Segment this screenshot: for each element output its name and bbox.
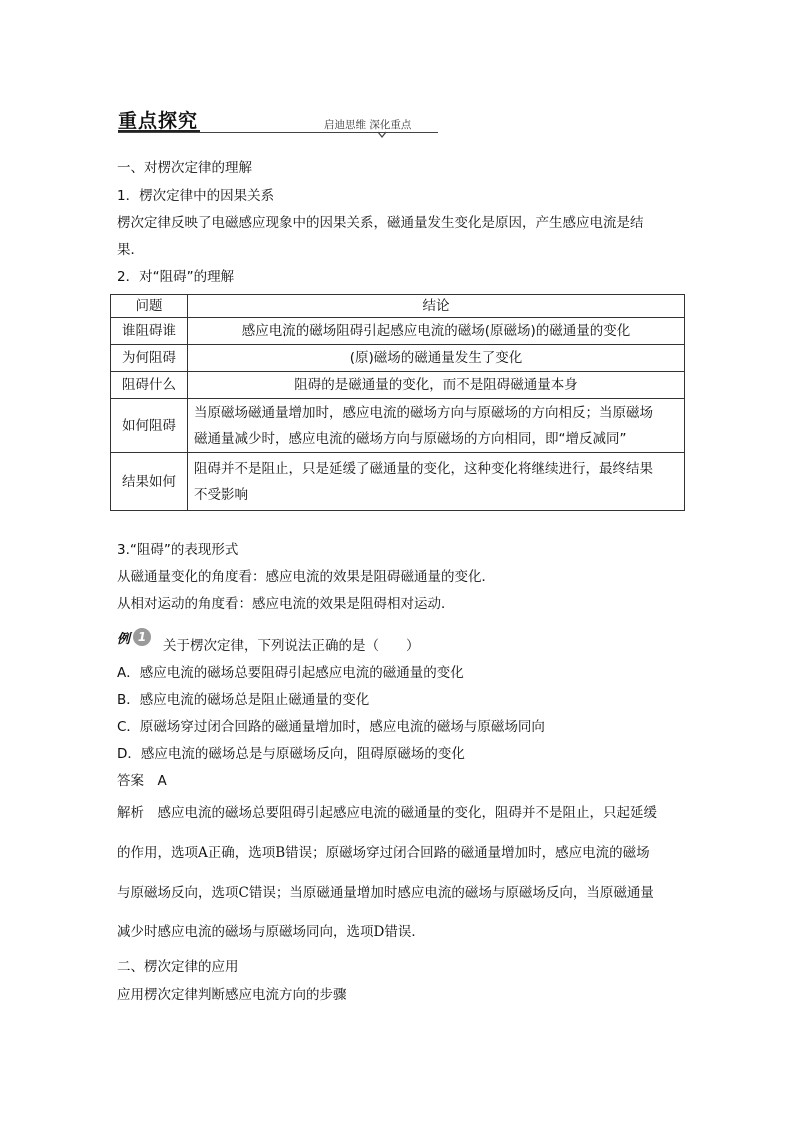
section1-title: 一、对楞次定律的理解: [117, 160, 252, 176]
example-option-a: A．感应电流的磁场总要阻碍引起感应电流的磁通量的变化: [117, 665, 464, 681]
table-cell-line: 当原磁场磁通量增加时，感应电流的磁场方向与原磁场的方向相反；当原磁场: [194, 404, 653, 421]
table-header-conclusion: 结论: [188, 295, 685, 318]
table-cell-question: 谁阻碍谁: [111, 318, 188, 345]
example-option-d: D．感应电流的磁场总是与原磁场反向，阻碍原磁场的变化: [117, 746, 465, 762]
section2-line1: 应用楞次定律判断感应电流方向的步骤: [117, 987, 347, 1003]
example-badge: [117, 627, 151, 647]
table-cell-question: 为何阻碍: [111, 345, 188, 372]
section3-line1: 从磁通量变化的角度看：感应电流的效果是阻碍磁通量的变化．: [117, 569, 495, 585]
table-row: [111, 372, 685, 399]
table-row: [111, 399, 685, 453]
table-header-row: [111, 295, 685, 318]
table-cell-line: 阻碍并不是阻止，只是延缓了磁通量的变化，这种变化将继续进行，最终结果: [194, 460, 653, 477]
table-cell-question: 结果如何: [111, 453, 188, 511]
table-cell-conclusion: 感应电流的磁场阻碍引起感应电流的磁场(原磁场)的磁通量的变化: [188, 318, 685, 345]
obstruction-table: [110, 294, 685, 511]
table-cell-conclusion: (原)磁场的磁通量发生了变化: [188, 345, 685, 372]
example-analysis-line: 减少时感应电流的磁场与原磁场同向，选项D错误．: [117, 924, 425, 940]
section3-line2: 从相对运动的角度看：感应电流的效果是阻碍相对运动．: [117, 596, 455, 612]
table-row: [111, 318, 685, 345]
example-label: 例: [117, 631, 131, 647]
example-answer: 答案 A: [117, 773, 167, 789]
section2-title: 二、楞次定律的应用: [117, 959, 239, 975]
table-cell-line: 不受影响: [194, 486, 248, 503]
section1-sub1-text-line2: 果．: [117, 242, 144, 258]
example-analysis-line: 解析 感应电流的磁场总要阻碍引起感应电流的磁通量的变化，阻碍并不是阻止，只起延缓: [117, 805, 657, 821]
table-cell-conclusion: [188, 453, 685, 511]
header-rule: [118, 132, 438, 133]
example-option-b: B．感应电流的磁场总是阻止磁通量的变化: [117, 692, 370, 708]
example-option-c: C．原磁场穿过闭合回路的磁通量增加时，感应电流的磁场与原磁场同向: [117, 719, 545, 735]
table-cell-question: 如何阻碍: [111, 399, 188, 453]
table-cell-conclusion: [188, 399, 685, 453]
table-row: [111, 345, 685, 372]
section1-sub1-title: 1．楞次定律中的因果关系: [117, 188, 275, 204]
header-subtitle: 启迪思维 深化重点: [324, 119, 412, 131]
example-analysis-line: 与原磁场反向，选项C错误；当原磁通量增加时感应电流的磁场与原磁场反向，当原磁通量: [117, 885, 654, 901]
example-question: 关于楞次定律，下列说法正确的是（ ）: [163, 638, 420, 654]
table-cell-conclusion: 阻碍的是磁通量的变化，而不是阻碍磁通量本身: [188, 372, 685, 399]
section3-title: 3.“阻碍”的表现形式: [117, 542, 239, 558]
example-number-icon: 1: [133, 628, 151, 646]
table-row: [111, 453, 685, 511]
example-analysis-line: 的作用，选项A正确，选项B错误；原磁场穿过闭合回路的磁通量增加时，感应电流的磁场: [117, 845, 650, 861]
table-cell-question: 阻碍什么: [111, 372, 188, 399]
header-notch-icon: [378, 131, 386, 139]
section1-sub2-title: 2．对“阻碍”的理解: [117, 269, 235, 285]
table-header-question: 问题: [111, 295, 188, 318]
section-header-title: 重点探究: [118, 110, 199, 132]
table-cell-line: 磁通量减少时，感应电流的磁场方向与原磁场的方向相同，即“增反减同”: [194, 430, 627, 447]
section1-sub1-text-line1: 楞次定律反映了电磁感应现象中的因果关系，磁通量发生变化是原因，产生感应电流是结: [117, 215, 644, 231]
